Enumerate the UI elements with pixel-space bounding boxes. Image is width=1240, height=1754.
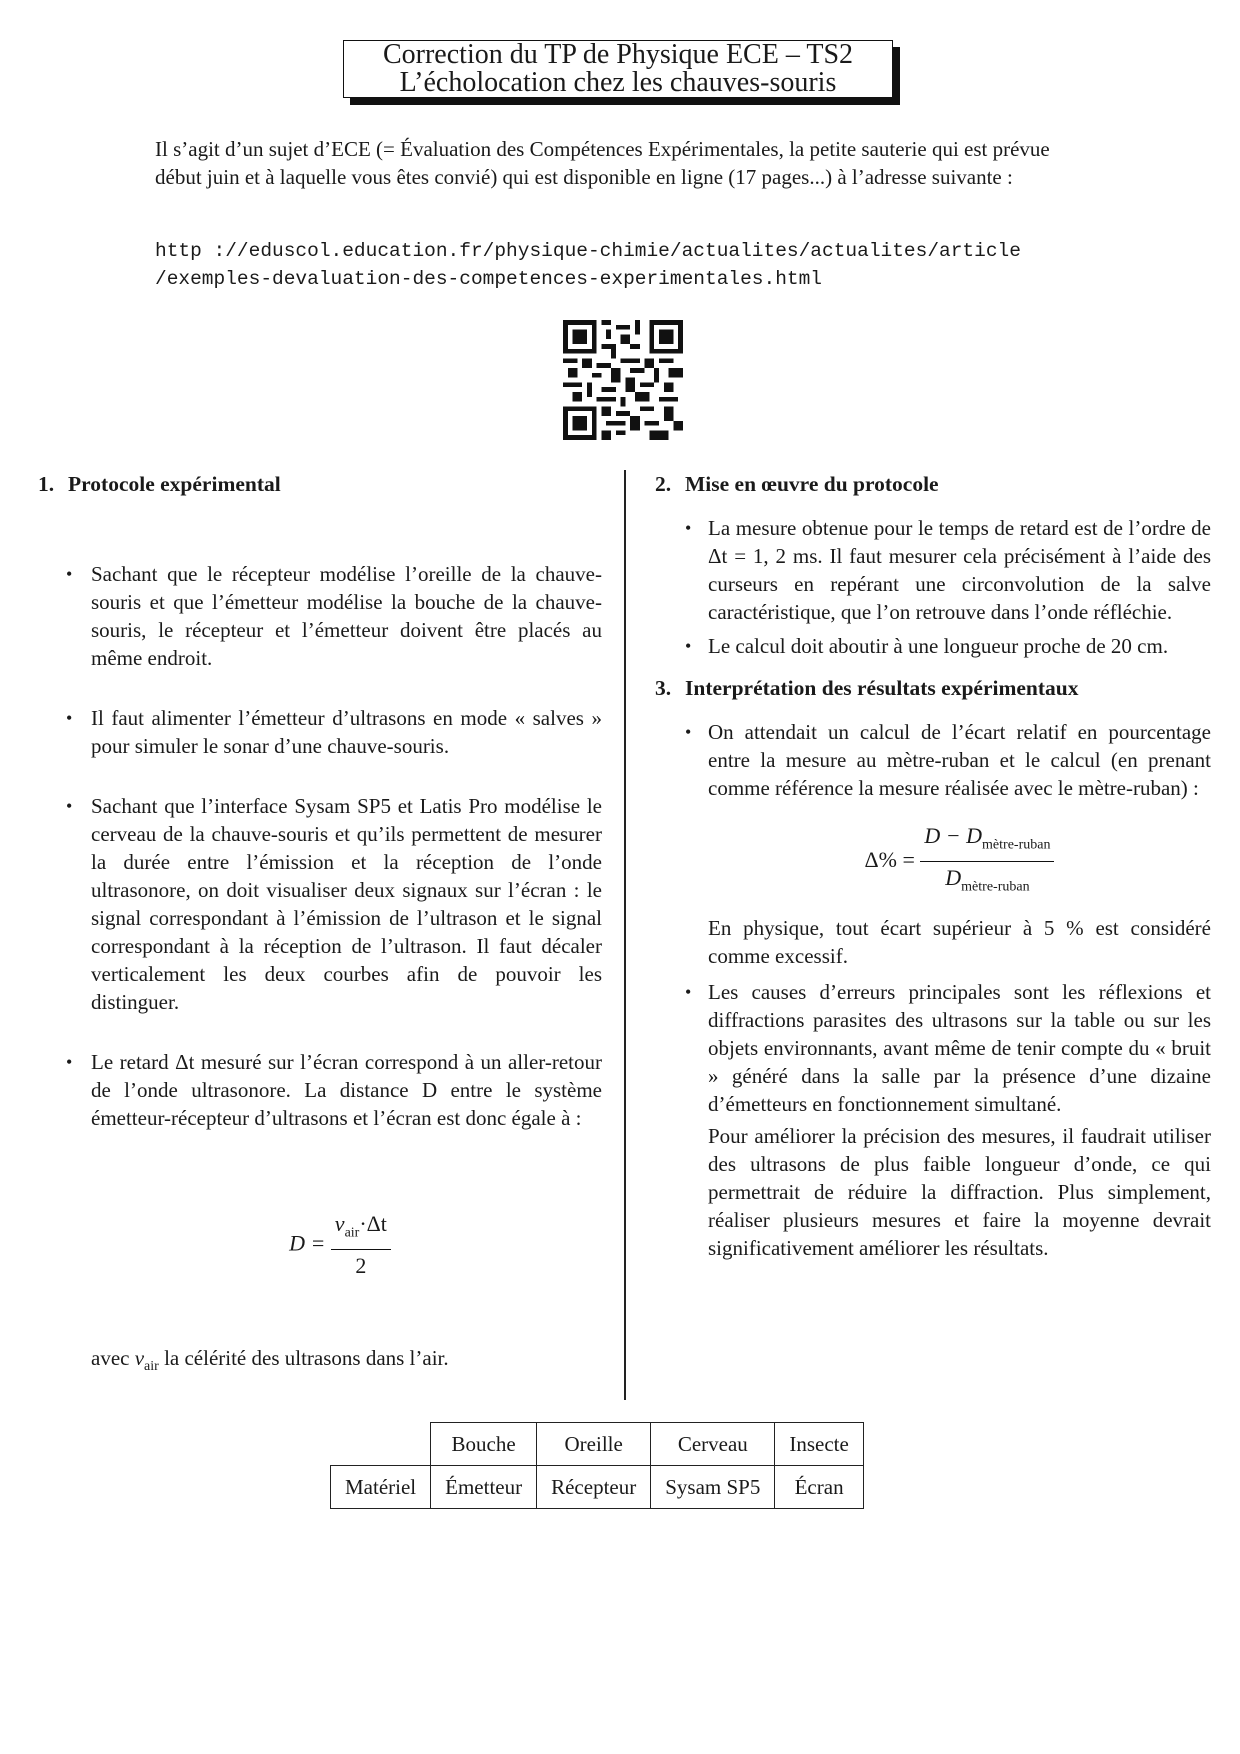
section-2-list [655,514,1211,660]
intro-paragraph: Il s’agit d’un sujet d’ECE (= Évaluation des Compétences Expérimentales, la petite sauterie qui est prévue début juin et à laquelle vous êtes convié) qui est disponible en ligne (17 pages...) à l’adresse suivante : [155,137,1050,189]
relative-error-note: En physique, tout écart supérieur à 5 % est considéré comme excessif. [708,915,1211,968]
right-column [655,470,1211,1262]
list-item: • Sachant que le récepteur modélise l’oreille de la chauve-souris et que l’émetteur modélise la bouche de la chauve-souris, le récepteur et l’émetteur doivent être placés au même endroit. [38,560,602,672]
table-cell: Récepteur [537,1466,651,1509]
formula-relative-error: Δ% = $\frac{D - D_{mètre-ruban}}{D_{mètre-ruban}}$ [655,822,1211,902]
section-2-heading: 2. Mise en œuvre du protocole [655,472,939,496]
improvement-note: Pour améliorer la précision des mesures, il faudrait utiliser des ultrasons de plus faible longueur d’onde, ce qui permettrait de réduire la diffraction. Plus simplement, réaliser plusieurs mesures et faire la moyenne devrait significativement améliorer les résultats. [708,1123,1211,1260]
url-line-1: http ://eduscol.education.fr/physique-chimie/actualites/actualites/article [155,240,1021,262]
qr-code-icon [563,320,683,440]
section-3-heading: 3. Interprétation des résultats expérimentaux [655,676,1079,700]
title-line-1: Correction du TP de Physique ECE – TS2 [382,39,854,70]
table-row [331,1466,864,1509]
table-header-cell: Oreille [537,1423,651,1466]
section-3-list-2 [655,978,1211,1118]
list-item: • La mesure obtenue pour le temps de retard est de l’ordre de Δt = 1, 2 ms. Il faut mesurer cela précisément à l’aide des curseurs en repérant une circonvolution de la salve caractéristique, que l’on retrouve dans l’onde réfléchie. [655,514,1211,626]
table-cell-empty [331,1423,431,1466]
formula-distance: D = $\frac{v_{air}\cdot\Delta t}{2}$ [38,1210,602,1280]
list-item: • Les causes d’erreurs principales sont les réflexions et diffractions parasites des ultrasons sur la table ou sur les objets environnants, avant même de tenir compte du « bruit » généré dans la salle par la présence d’une dizaine d’émetteurs en fonctionnement simultané. [655,978,1211,1118]
table-row [331,1423,864,1466]
left-column [38,470,602,1382]
list-item: • Le calcul doit aboutir à une longueur proche de 20 cm. [655,632,1211,660]
title-line-2: L’écholocation chez les chauves-souris [399,67,837,98]
column-divider [624,470,626,1400]
table-cell: Écran [775,1466,863,1509]
table-row-label: Matériel [331,1466,431,1509]
source-url[interactable] [155,237,1115,293]
title-box [343,40,893,98]
section-1-heading: 1. Protocole expérimental [38,472,281,496]
correspondence-table [330,1422,864,1509]
table-cell: Émetteur [431,1466,537,1509]
list-item: • Sachant que l’interface Sysam SP5 et Latis Pro modélise le cerveau de la chauve-souris et qu’ils permettent de mesurer la durée entre l’émission et la réception de l’onde ultrasonore, on doit visualiser deux signaux sur l’écran : le signal correspondant à l’émission de l’ultrason et le signal correspondant à la réception de l’ultrason. Il faut décaler verticalement les deux courbes afin de pouvoir les distinguer. [38,792,602,1016]
formula-note: avec $v_{air}$ la célérité des ultrasons dans l’air. [91,1346,449,1375]
url-line-2: /exemples-devaluation-des-competences-experimentales.html [155,268,823,290]
table-header-cell: Bouche [431,1423,537,1466]
list-item: • Le retard Δt mesuré sur l’écran correspond à un aller-retour de l’onde ultrasonore. La distance D entre le système émetteur-récepteur d’ultrasons et l’écran est donc égale à : [38,1048,602,1132]
section-1-list [38,560,602,1132]
table-header-cell: Cerveau [651,1423,775,1466]
table-header-cell: Insecte [775,1423,863,1466]
list-item: • Il faut alimenter l’émetteur d’ultrasons en mode « salves » pour simuler le sonar d’une chauve-souris. [38,704,602,760]
list-item: • On attendait un calcul de l’écart relatif en pourcentage entre la mesure au mètre-ruban et le calcul (en prenant comme référence la mesure réalisée avec le mètre-ruban) : [655,718,1211,802]
table-cell: Sysam SP5 [651,1466,775,1509]
section-3-list [655,718,1211,802]
